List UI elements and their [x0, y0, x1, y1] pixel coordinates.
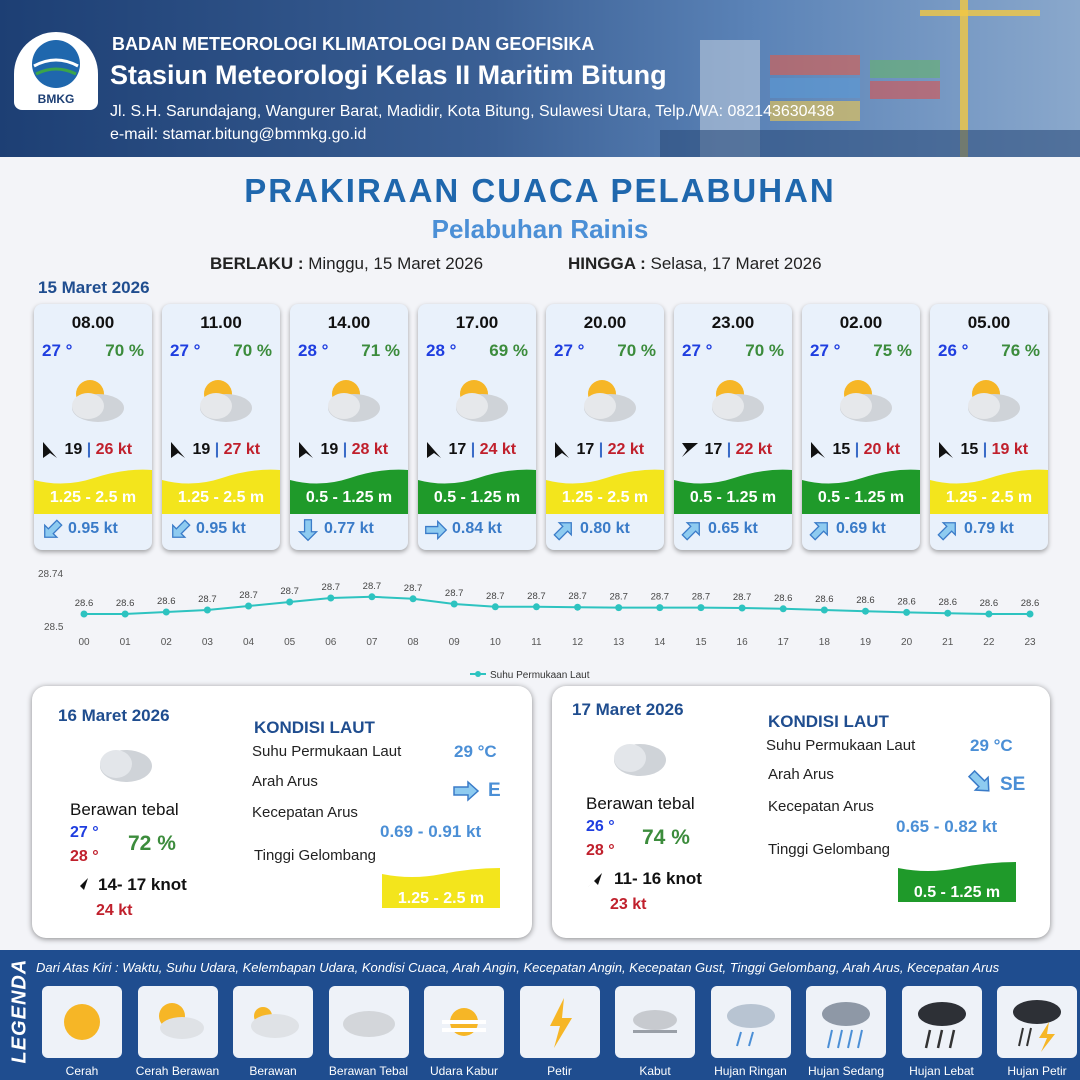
- card-current-speed: 0.95 kt: [196, 520, 246, 538]
- wave-height-label: Tinggi Gelombang: [254, 847, 377, 864]
- card-wave-height: 0.5 - 1.25 m: [433, 489, 521, 506]
- panel-humidity: 72 %: [128, 832, 176, 855]
- data-point: [780, 605, 787, 612]
- partly-cloudy-icon: [62, 374, 126, 426]
- x-tick-label: 13: [613, 637, 625, 648]
- legend-title: LEGENDA: [8, 958, 31, 1064]
- legend-label: Kabut: [639, 1064, 671, 1078]
- card-wind: [168, 440, 276, 460]
- card-wind-speed: 15: [960, 441, 979, 459]
- current-dir-value: E: [488, 780, 501, 801]
- fog-icon: [615, 986, 695, 1058]
- data-point: [1027, 611, 1034, 618]
- card-wave-height: 0.5 - 1.25 m: [817, 489, 905, 506]
- card-wind: [808, 440, 916, 460]
- arrow-down-left-icon: [40, 440, 60, 460]
- arrow-down-right-icon: [966, 768, 996, 798]
- y-tick-label: 28.5: [44, 622, 64, 633]
- card-current: [40, 518, 148, 540]
- wave-height-label: Tinggi Gelombang: [768, 841, 891, 858]
- bmkg-logo: [14, 32, 98, 110]
- card-separator: |: [214, 441, 220, 459]
- card-wave-height: 1.25 - 2.5 m: [945, 489, 1033, 506]
- berlaku-value: Minggu, 15 Maret 2026: [308, 254, 484, 273]
- panel-wave-value: 1.25 - 2.5 m: [397, 890, 485, 907]
- sea-condition-title: KONDISI LAUT: [254, 718, 375, 737]
- card-current: [424, 518, 532, 540]
- card-gust: 28 kt: [351, 441, 389, 459]
- card-wind: [424, 440, 532, 460]
- thunderstorm-icon: [997, 986, 1077, 1058]
- card-time: 08.00: [71, 313, 115, 332]
- x-tick-label: 05: [284, 637, 296, 648]
- card-temperature: 28 °: [426, 341, 457, 360]
- thick-cloud-icon: [92, 740, 156, 786]
- card-current: [552, 518, 660, 540]
- data-point: [451, 601, 458, 608]
- data-label: 28.6: [815, 594, 834, 605]
- sst-label: Suhu Permukaan Laut: [252, 743, 402, 760]
- card-temperature: 27 °: [810, 341, 841, 360]
- x-tick-label: 10: [489, 637, 501, 648]
- x-tick-label: 03: [201, 637, 213, 648]
- logo-text: BMKG: [37, 92, 75, 106]
- card-current-speed: 0.80 kt: [580, 520, 630, 538]
- x-tick-label: 19: [859, 637, 872, 648]
- data-label: 28.7: [280, 586, 299, 597]
- data-point: [492, 603, 499, 610]
- legend-label: Udara Kabur: [429, 1064, 499, 1078]
- station-email: e-mail: stamar.bitung@bmmkg.go.id: [110, 126, 367, 143]
- data-label: 28.7: [444, 588, 464, 599]
- card-time: 14.00: [327, 313, 371, 332]
- card-temperature: 28 °: [298, 341, 329, 360]
- current-speed-label: Kecepatan Arus: [252, 804, 358, 821]
- data-label: 28.6: [773, 592, 793, 604]
- data-point: [286, 599, 293, 606]
- legend-label: Hujan Sedang: [807, 1064, 885, 1078]
- data-label: 28.7: [486, 590, 505, 602]
- panel-temp-max: 28 °: [70, 848, 99, 865]
- berlaku-label: BERLAKU :: [210, 254, 304, 273]
- data-label: 28.7: [732, 592, 752, 603]
- panel-humidity: 74 %: [642, 826, 690, 849]
- card-humidity: 70 %: [617, 341, 656, 360]
- card-wave-height: 1.25 - 2.5 m: [177, 489, 265, 506]
- card-wind: [936, 440, 1044, 460]
- data-point: [697, 604, 704, 611]
- card-temperature: 27 °: [170, 341, 201, 360]
- card-time: 11.00: [200, 313, 242, 332]
- x-tick-label: 01: [119, 637, 131, 648]
- legend-label: Berawan Tebal: [328, 1064, 409, 1078]
- current-dir-label: Arah Arus: [252, 773, 318, 790]
- arrow-down-left-icon: [168, 518, 192, 540]
- card-humidity: 69 %: [489, 341, 528, 360]
- x-tick-label: 09: [448, 637, 460, 648]
- arrow-right-icon: [424, 518, 448, 540]
- sun-cloud-icon: [138, 986, 218, 1058]
- card-wave-height: 1.25 - 2.5 m: [49, 489, 137, 506]
- forecast-card: [930, 304, 1048, 550]
- current-speed-value: 0.65 - 0.82 kt: [896, 817, 998, 836]
- arrow-down-left-icon: [424, 440, 444, 460]
- data-label: 28.6: [979, 598, 999, 609]
- current-dir-label: Arah Arus: [768, 766, 834, 783]
- x-tick-label: 14: [654, 637, 666, 648]
- panel-condition: Berawan tebal: [70, 800, 179, 819]
- station-address: Jl. S.H. Sarundajang, Wangurer Barat, Madidir, Kota Bitung, Sulawesi Utara, Telp./WA: 082143630438: [110, 103, 835, 120]
- card-humidity: 70 %: [745, 341, 784, 360]
- rain-medium-icon: [806, 986, 886, 1058]
- data-point: [574, 604, 581, 611]
- card-humidity: 75 %: [873, 341, 912, 360]
- panel-date: 16 Maret 2026: [58, 706, 170, 725]
- haze-icon: [424, 986, 504, 1058]
- data-point: [903, 609, 910, 616]
- x-tick-label: 04: [242, 637, 255, 648]
- card-wind: [552, 440, 660, 460]
- card-gust: 19 kt: [991, 441, 1029, 459]
- thick-cloud-icon: [329, 986, 409, 1058]
- sst-label: Suhu Permukaan Laut: [766, 737, 916, 754]
- data-point: [368, 593, 375, 600]
- card-gust: 24 kt: [479, 441, 517, 459]
- data-point: [656, 604, 663, 611]
- sst-value: 29 °C: [970, 736, 1013, 755]
- data-point: [821, 607, 828, 614]
- x-tick-label: 11: [531, 637, 542, 648]
- panel-condition: Berawan tebal: [586, 794, 695, 813]
- y-tick-label: 28.74: [38, 569, 64, 580]
- legend-description: Dari Atas Kiri : Waktu, Suhu Udara, Kelembapan Udara, Kondisi Cuaca, Arah Angin, Kecepatan Angin, Kecepatan Gust, Tinggi Gelombang, Arah Arus, Kecepatan Arus: [36, 960, 1000, 975]
- arrow-down-left-icon: [936, 440, 956, 460]
- day-panel-16: [32, 686, 532, 938]
- page-title: PRAKIRAAN CUACA PELABUHAN: [244, 172, 836, 209]
- data-point: [204, 607, 211, 614]
- station-name: Stasiun Meteorologi Kelas II Maritim Bitung: [110, 60, 667, 90]
- partly-cloudy-icon: [190, 374, 254, 426]
- data-label: 28.7: [321, 582, 341, 593]
- card-current-speed: 0.79 kt: [964, 520, 1014, 538]
- partly-cloudy-icon: [702, 374, 766, 426]
- org-name: BADAN METEOROLOGI KLIMATOLOGI DAN GEOFISIKA: [112, 34, 595, 54]
- forecast-card: [802, 304, 920, 550]
- panel-gust: 24 kt: [96, 902, 133, 919]
- x-tick-label: 02: [160, 637, 172, 648]
- arrow-down-left-icon: [552, 440, 572, 460]
- x-tick-label: 23: [1024, 637, 1036, 648]
- partly-cloudy-icon: [830, 374, 894, 426]
- card-humidity: 70 %: [105, 341, 144, 360]
- card-time: 23.00: [711, 313, 755, 332]
- card-temperature: 26 °: [938, 341, 969, 360]
- data-point: [122, 611, 129, 618]
- arrow-up-right-icon: [680, 518, 704, 540]
- card-wind-speed: 17: [448, 441, 467, 459]
- legend-marker: [475, 671, 481, 677]
- data-label: 28.6: [1020, 598, 1040, 609]
- data-point: [985, 611, 992, 618]
- card-wind: [680, 440, 788, 460]
- x-tick-label: 00: [78, 637, 90, 648]
- card-wave-height: 0.5 - 1.25 m: [305, 489, 393, 506]
- card-current-speed: 0.77 kt: [324, 520, 374, 538]
- panel-wind: 11- 16 knot: [614, 869, 702, 888]
- data-label: 28.6: [74, 598, 94, 609]
- panel-gust: 23 kt: [610, 896, 647, 913]
- x-tick-label: 12: [572, 637, 584, 648]
- day-panel-17: [552, 686, 1050, 938]
- card-wind-speed: 15: [832, 441, 851, 459]
- partly-cloudy-icon: [446, 374, 510, 426]
- data-label: 28.6: [938, 597, 957, 609]
- card-time: 20.00: [583, 313, 627, 332]
- arrow-up-right-icon: [936, 518, 960, 540]
- data-label: 28.6: [157, 596, 176, 607]
- card-wind-speed: 19: [192, 441, 211, 459]
- card-separator: |: [86, 441, 92, 459]
- data-point: [163, 609, 170, 616]
- rain-heavy-icon: [902, 986, 982, 1058]
- data-label: 28.6: [897, 596, 916, 608]
- legend-label: Hujan Ringan: [714, 1064, 787, 1078]
- panel-date: 17 Maret 2026: [572, 700, 684, 719]
- data-point: [533, 603, 540, 610]
- sst-line-chart: [30, 560, 1060, 685]
- card-temperature: 27 °: [682, 341, 713, 360]
- panel-wave-value: 0.5 - 1.25 m: [913, 884, 1001, 901]
- forecast-card: [674, 304, 792, 550]
- card-gust: 22 kt: [607, 441, 645, 459]
- partly-cloudy-icon: [574, 374, 638, 426]
- thick-cloud-icon: [606, 734, 670, 780]
- x-tick-label: 06: [325, 637, 337, 648]
- sst-value: 29 °C: [454, 742, 497, 761]
- card-wind-speed: 19: [64, 441, 83, 459]
- card-humidity: 71 %: [361, 341, 400, 360]
- card-gust: 20 kt: [863, 441, 901, 459]
- card-current: [168, 518, 276, 540]
- page-subtitle: Pelabuhan Rainis: [431, 214, 649, 244]
- arrow-down-left-icon: [168, 440, 188, 460]
- forecast-card: [34, 304, 152, 550]
- card-temperature: 27 °: [554, 341, 585, 360]
- card-separator: |: [342, 441, 348, 459]
- x-tick-label: 08: [407, 637, 419, 648]
- legend-label: Suhu Permukaan Laut: [490, 670, 590, 681]
- forecast-card: [546, 304, 664, 550]
- forecast-card: [162, 304, 280, 550]
- data-point: [615, 604, 622, 611]
- x-tick-label: 16: [736, 637, 748, 648]
- x-tick-label: 18: [818, 637, 830, 648]
- validity-end: [568, 254, 822, 274]
- card-separator: |: [598, 441, 604, 459]
- data-point: [944, 610, 951, 617]
- sea-condition-title: KONDISI LAUT: [768, 712, 889, 731]
- data-label: 28.7: [403, 582, 423, 594]
- header-banner: [0, 0, 1080, 157]
- data-label: 28.6: [115, 598, 135, 609]
- data-label: 28.7: [691, 591, 711, 603]
- cloud-icon: [233, 986, 313, 1058]
- series-line: [84, 597, 1030, 614]
- x-tick-label: 22: [983, 637, 995, 648]
- card-wave-height: 1.25 - 2.5 m: [561, 489, 649, 506]
- card-wind-speed: 17: [704, 441, 723, 459]
- card-separator: |: [982, 441, 988, 459]
- current-speed-value: 0.69 - 0.91 kt: [380, 822, 482, 841]
- data-label: 28.7: [527, 590, 546, 602]
- data-label: 28.7: [609, 591, 628, 603]
- card-humidity: 70 %: [233, 341, 272, 360]
- x-tick-label: 07: [366, 637, 378, 648]
- legend-label: Cerah: [65, 1064, 99, 1078]
- forecast-card: [290, 304, 408, 550]
- partly-cloudy-icon: [318, 374, 382, 426]
- hingga-label: HINGGA :: [568, 254, 646, 273]
- card-time: 02.00: [839, 313, 883, 332]
- wind-direction-icon: [72, 876, 90, 894]
- card-separator: |: [726, 441, 732, 459]
- data-label: 28.6: [856, 595, 875, 607]
- data-label: 28.7: [198, 594, 217, 605]
- card-wind: [296, 440, 404, 460]
- validity-start: [210, 254, 483, 274]
- card-time: 17.00: [455, 313, 499, 332]
- data-label: 28.7: [650, 591, 670, 603]
- forecast-card: [418, 304, 536, 550]
- hingga-value: Selasa, 17 Maret 2026: [650, 254, 822, 273]
- card-separator: |: [470, 441, 476, 459]
- arrow-up-right-icon: [808, 518, 832, 540]
- panel-temp-min: 26 °: [586, 818, 615, 835]
- legend-label: Petir: [547, 1064, 572, 1078]
- panel-wind: 14- 17 knot: [98, 875, 187, 894]
- current-dir-value: SE: [1000, 774, 1026, 795]
- current-speed-label: Kecepatan Arus: [768, 798, 874, 815]
- data-point: [739, 605, 746, 612]
- x-tick-label: 21: [942, 637, 954, 648]
- card-current-speed: 0.65 kt: [708, 520, 758, 538]
- card-current: [680, 518, 788, 540]
- card-temperature: 27 °: [42, 341, 73, 360]
- rain-light-icon: [711, 986, 791, 1058]
- data-label: 28.7: [362, 580, 382, 592]
- card-gust: 22 kt: [735, 441, 773, 459]
- data-label: 28.7: [239, 590, 258, 601]
- data-label: 28.7: [568, 591, 587, 603]
- x-tick-label: 20: [901, 637, 913, 648]
- data-point: [81, 611, 88, 618]
- card-current: [808, 518, 916, 540]
- x-tick-label: 17: [777, 637, 789, 648]
- legend-label: Berawan: [249, 1064, 297, 1078]
- arrow-right-icon: [452, 780, 480, 802]
- card-separator: |: [854, 441, 860, 459]
- card-wave-height: 0.5 - 1.25 m: [689, 489, 777, 506]
- port-illustration: [660, 0, 1080, 157]
- arrow-down-left-icon: [296, 440, 316, 460]
- lightning-icon: [520, 986, 600, 1058]
- legend-label: Hujan Lebat: [909, 1064, 974, 1078]
- card-wind-speed: 19: [320, 441, 339, 459]
- card-current-speed: 0.95 kt: [68, 520, 118, 538]
- card-current: [296, 518, 404, 540]
- card-gust: 26 kt: [95, 441, 133, 459]
- arrow-down-icon: [296, 518, 320, 540]
- card-current: [936, 518, 1044, 540]
- legend-label: Hujan Petir: [1007, 1064, 1067, 1078]
- arrow-down-left-icon: [40, 518, 64, 540]
- data-point: [410, 595, 417, 602]
- panel-temp-min: 27 °: [70, 824, 99, 841]
- sun-icon: [42, 986, 122, 1058]
- card-gust: 27 kt: [223, 441, 261, 459]
- card-wind-speed: 17: [576, 441, 595, 459]
- legend-label: Cerah Berawan: [135, 1064, 220, 1078]
- partly-cloudy-icon: [958, 374, 1022, 426]
- day1-date: 15 Maret 2026: [38, 278, 150, 297]
- card-time: 05.00: [967, 313, 1011, 332]
- arrow-down-left-icon: [808, 440, 828, 460]
- arrow-up-left-icon: [680, 440, 700, 460]
- card-current-speed: 0.84 kt: [452, 520, 502, 538]
- arrow-up-right-icon: [552, 518, 576, 540]
- panel-temp-max: 28 °: [586, 842, 615, 859]
- x-tick-label: 15: [695, 637, 707, 648]
- card-humidity: 76 %: [1001, 341, 1040, 360]
- card-current-speed: 0.69 kt: [836, 520, 886, 538]
- card-wind: [40, 440, 148, 460]
- data-point: [862, 608, 869, 615]
- wind-direction-icon: [586, 871, 604, 889]
- data-point: [245, 603, 252, 610]
- data-point: [327, 595, 334, 602]
